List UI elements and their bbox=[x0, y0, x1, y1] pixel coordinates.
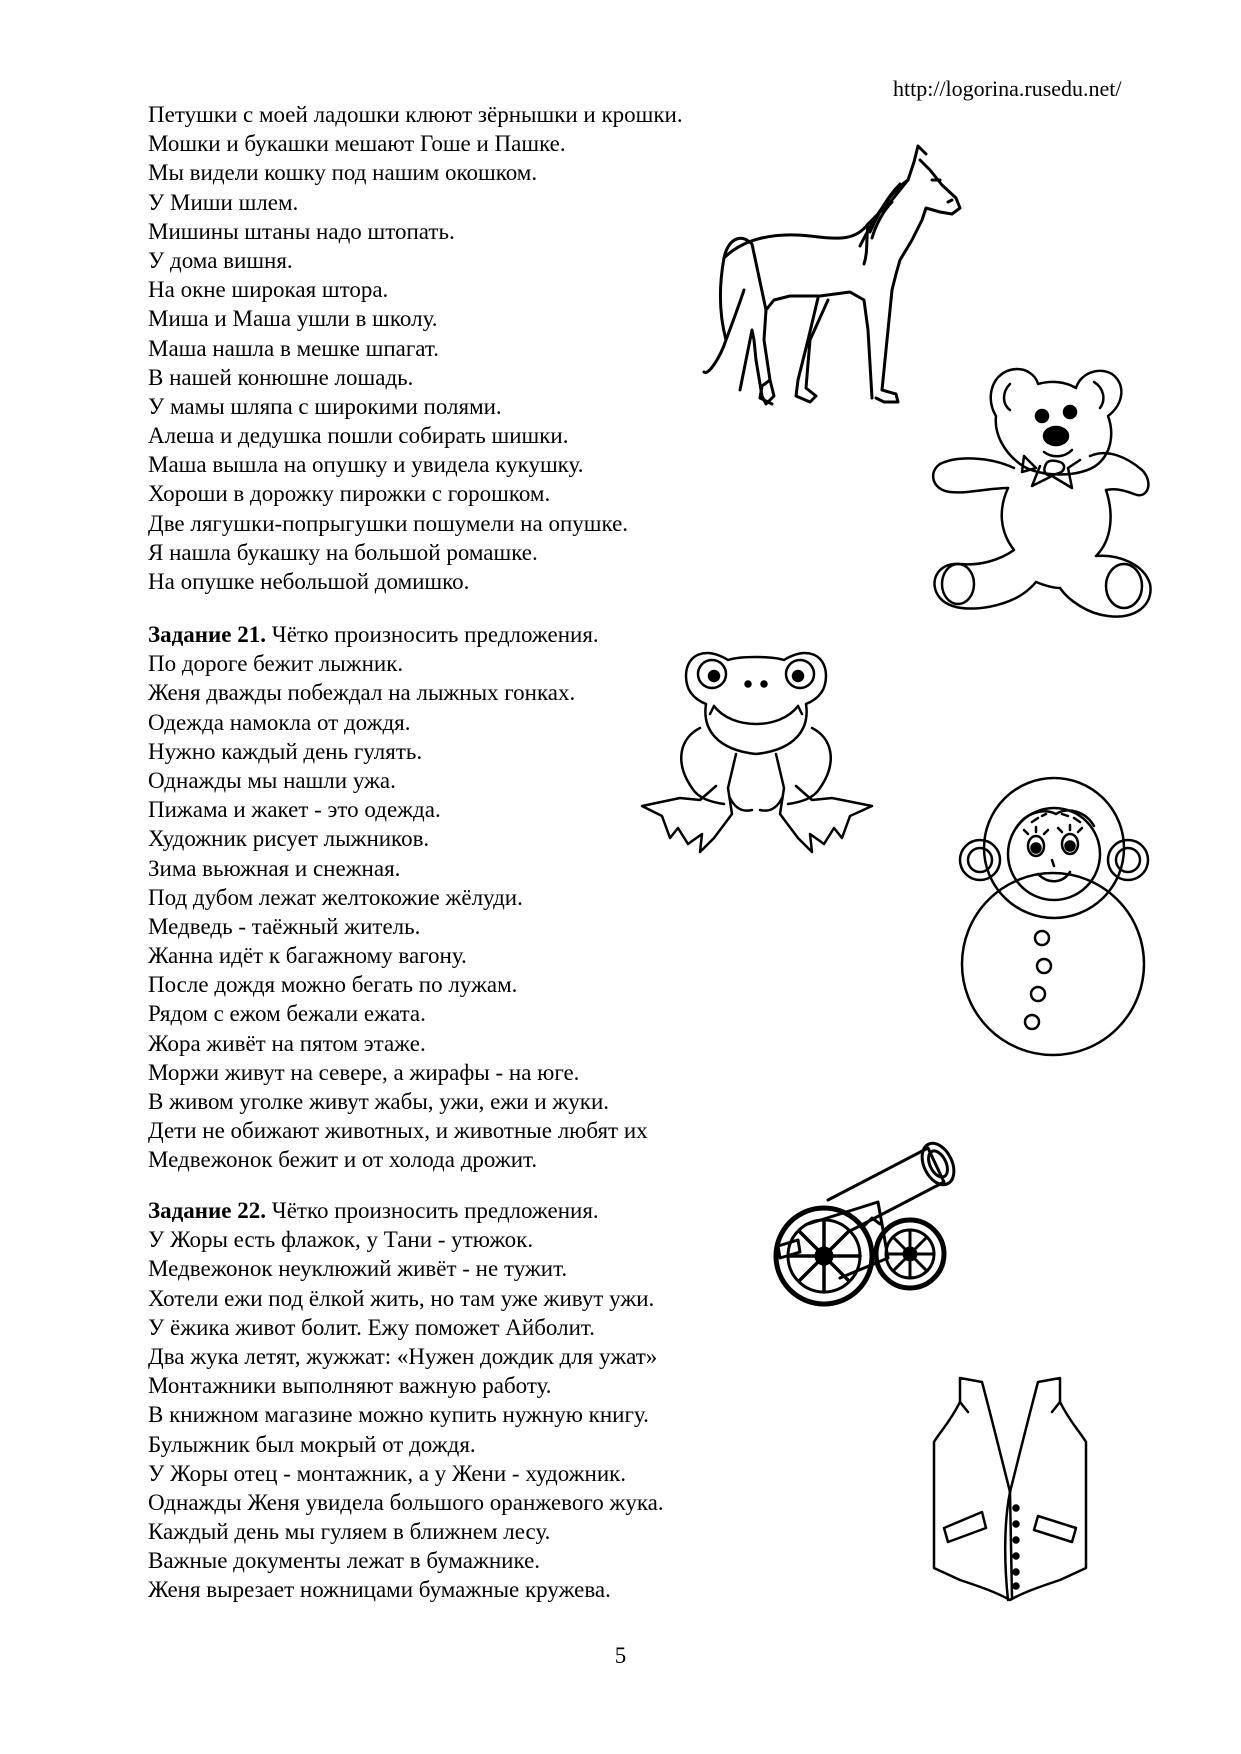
list-item: Петушки с моей ладошки клюют зёрнышки и крошки. bbox=[148, 102, 683, 127]
vest-illustration bbox=[920, 1372, 1100, 1602]
list-item: Маша нашла в мешке шпагат. bbox=[148, 335, 439, 361]
list-item: Две лягушки-попрыгушки пошумели на опушке. bbox=[148, 510, 629, 536]
list-item: Художник рисует лыжников. bbox=[148, 826, 430, 852]
list-item: Зима вьюжная и снежная. bbox=[148, 855, 401, 881]
list-item: По дороге бежит лыжник. bbox=[148, 651, 404, 677]
list-item: В живом уголке живут жабы, ужи, ежи и жуки. bbox=[148, 1089, 610, 1114]
list-item: В книжном магазине можно купить нужную книгу. bbox=[148, 1402, 649, 1428]
task-22-instruction: Чётко произносить предложения. bbox=[266, 1198, 599, 1223]
list-item: У мамы шляпа с широкими полями. bbox=[148, 393, 502, 419]
task-21-heading bbox=[148, 620, 648, 649]
list-item: У Жоры отец - монтажник, а у Жени - художник. bbox=[148, 1460, 627, 1486]
list-item: После дождя можно бегать по лужам. bbox=[148, 972, 518, 998]
list-item: На опушке небольшой домишко. bbox=[148, 569, 470, 594]
list-item: На окне широкая штора. bbox=[148, 277, 389, 303]
list-item: Маша вышла на опушку и увидела кукушку. bbox=[148, 452, 584, 478]
task-22-label: Задание 22. bbox=[148, 1198, 266, 1223]
list-item: Женя дважды побеждал на лыжных гонках. bbox=[148, 680, 576, 706]
list-item: У дома вишня. bbox=[148, 247, 293, 273]
list-item: Хотели ежи под ёлкой жить, но там уже живут ужи. bbox=[148, 1285, 655, 1311]
list-item: Алеша и дедушка пошли собирать шишки. bbox=[148, 423, 569, 449]
list-item: Монтажники выполняют важную работу. bbox=[148, 1373, 552, 1399]
list-item: Два жука летят, жужжат: «Нужен дождик для ужат» bbox=[148, 1343, 658, 1369]
list-item: Под дубом лежат желтокожие жёлуди. bbox=[148, 884, 523, 910]
list-item: В нашей конюшне лошадь. bbox=[148, 364, 414, 390]
task-22-heading bbox=[148, 1196, 664, 1225]
cannon-illustration bbox=[768, 1128, 978, 1313]
sentence-list-intro bbox=[148, 100, 683, 596]
list-item: Однажды Женя увидела большого оранжевого жука. bbox=[148, 1489, 664, 1515]
task-21-label: Задание 21. bbox=[148, 622, 266, 647]
task-21-instruction: Чётко произносить предложения. bbox=[266, 622, 599, 647]
list-item: Мишины штаны надо штопать. bbox=[148, 218, 455, 244]
list-item: Мошки и букашки мешают Гоше и Пашке. bbox=[148, 131, 566, 157]
frog-illustration bbox=[640, 638, 880, 858]
list-item: У Жоры есть флажок, у Тани - утюжок. bbox=[148, 1227, 534, 1253]
list-item: Мы видели кошку под нашим окошком. bbox=[148, 160, 538, 186]
list-item: Хороши в дорожку пирожки с горошком. bbox=[148, 481, 551, 507]
list-item: Каждый день мы гуляем в ближнем лесу. bbox=[148, 1519, 551, 1545]
list-item: Медведь - таёжный житель. bbox=[148, 913, 421, 939]
list-item: Дети не обижают животных, и животные любят их bbox=[148, 1118, 648, 1144]
list-item: Миша и Маша ушли в школу. bbox=[148, 306, 438, 332]
list-item: Булыжник был мокрый от дождя. bbox=[148, 1431, 476, 1457]
list-item: Пижама и жакет - это одежда. bbox=[148, 797, 441, 823]
header-url: http://logorina.rusedu.net/ bbox=[893, 76, 1122, 101]
list-item: Жора живёт на пятом этаже. bbox=[148, 1030, 426, 1056]
list-item: Нужно каждый день гулять. bbox=[148, 738, 423, 764]
list-item: Одежда намокла от дождя. bbox=[148, 709, 411, 735]
list-item: Медвежонок бежит и от холода дрожит. bbox=[148, 1147, 538, 1173]
list-item: Важные документы лежат в бумажнике. bbox=[148, 1548, 541, 1574]
sentence-list-task-21 bbox=[148, 620, 648, 1175]
roly-poly-doll-illustration bbox=[958, 768, 1148, 1068]
list-item: У Миши шлем. bbox=[148, 189, 299, 215]
list-item: Жанна идёт к багажному вагону. bbox=[148, 943, 467, 969]
list-item: Однажды мы нашли ужа. bbox=[148, 767, 396, 793]
list-item: Моржи живут на севере, а жирафы - на юге. bbox=[148, 1059, 580, 1085]
teddy-bear-illustration bbox=[928, 360, 1158, 625]
list-item: Я нашла букашку на большой ромашке. bbox=[148, 539, 538, 565]
list-item: У ёжика живот болит. Ежу поможет Айболит. bbox=[148, 1314, 595, 1340]
list-item: Рядом с ежом бежали ежата. bbox=[148, 1001, 426, 1027]
list-item: Женя вырезает ножницами бумажные кружева. bbox=[148, 1577, 611, 1603]
page-number: 5 bbox=[614, 1643, 627, 1668]
sentence-list-task-22 bbox=[148, 1196, 664, 1605]
list-item: Медвежонок неуклюжий живёт - не тужит. bbox=[148, 1256, 568, 1282]
